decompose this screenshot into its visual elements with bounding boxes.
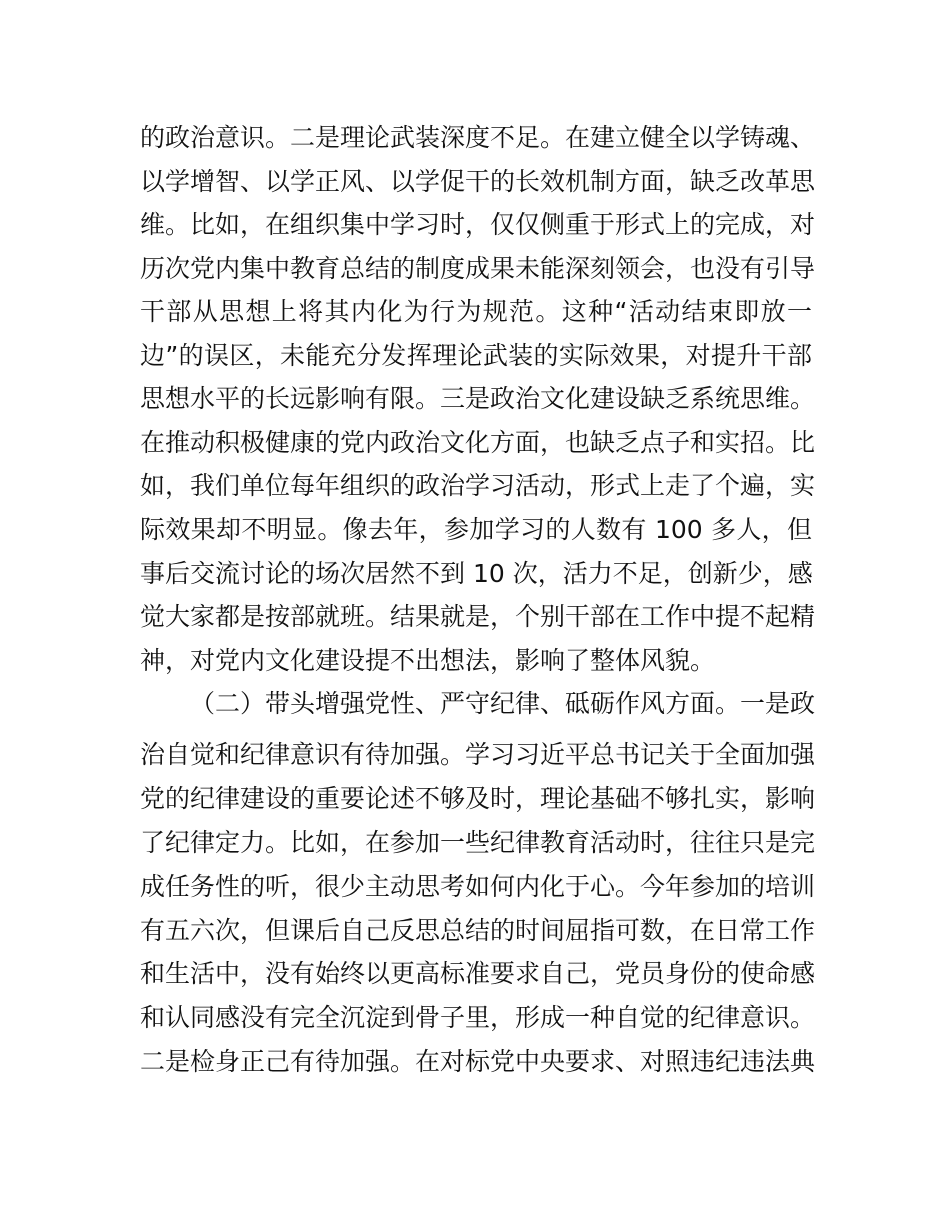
text-line: 神，对党内文化建设提不出想法，影响了整体风貌。 — [140, 645, 716, 675]
text-line: 边”的误区，未能充分发挥理论武装的实际效果，对提升干部 — [140, 340, 812, 370]
text-line: 和生活中，没有始终以更高标准要求自己，党员身份的使命感 — [140, 959, 816, 989]
text-line: 治自觉和纪律意识有待加强。学习习近平总书记关于全面加强 — [140, 739, 816, 769]
text-line: 在推动积极健康的党内政治文化方面，也缺乏点子和实招。比 — [140, 427, 816, 457]
text-line: 有五六次，但课后自己反思总结的时间屈指可数，在日常工作 — [140, 915, 816, 945]
text-line: 事后交流讨论的场次居然不到 10 次，活力不足，创新少，感 — [140, 558, 813, 588]
text-line: （二）带头增强党性、严守纪律、砥砺作风方面。一是政 — [190, 689, 816, 718]
text-line: 干部从思想上将其内化为行为规范。这种“活动结束即放一 — [140, 297, 812, 327]
text-line: 党的纪律建设的重要论述不够及时，理论基础不够扎实，影响 — [140, 783, 816, 813]
text-line: 以学增智、以学正风、以学促干的长效机制方面，缺乏改革思 — [140, 166, 816, 196]
text-line: 的政治意识。二是理论武装深度不足。在建立健全以学铸魂、 — [140, 123, 816, 152]
text-line: 成任务性的听，很少主动思考如何内化于心。今年参加的培训 — [140, 871, 816, 901]
text-line: 际效果却不明显。像去年，参加学习的人数有 100 多人，但 — [140, 514, 812, 544]
text-line: 历次党内集中教育总结的制度成果未能深刻领会，也没有引导 — [140, 253, 816, 283]
text-line: 如，我们单位每年组织的政治学习活动，形式上走了个遍，实 — [140, 471, 816, 501]
text-line: 维。比如，在组织集中学习时，仅仅侧重于形式上的完成，对 — [140, 210, 816, 240]
text-line: 二是检身正己有待加强。在对标党中央要求、对照违纪违法典 — [140, 1047, 816, 1077]
text-line: 了纪律定力。比如，在参加一些纪律教育活动时，往往只是完 — [140, 827, 816, 857]
text-line: 和认同感没有完全沉淀到骨子里，形成一种自觉的纪律意识。 — [140, 1003, 816, 1033]
text-line: 觉大家都是按部就班。结果就是，个别干部在工作中提不起精 — [140, 602, 816, 632]
text-line: 思想水平的长远影响有限。三是政治文化建设缺乏系统思维。 — [140, 384, 816, 414]
